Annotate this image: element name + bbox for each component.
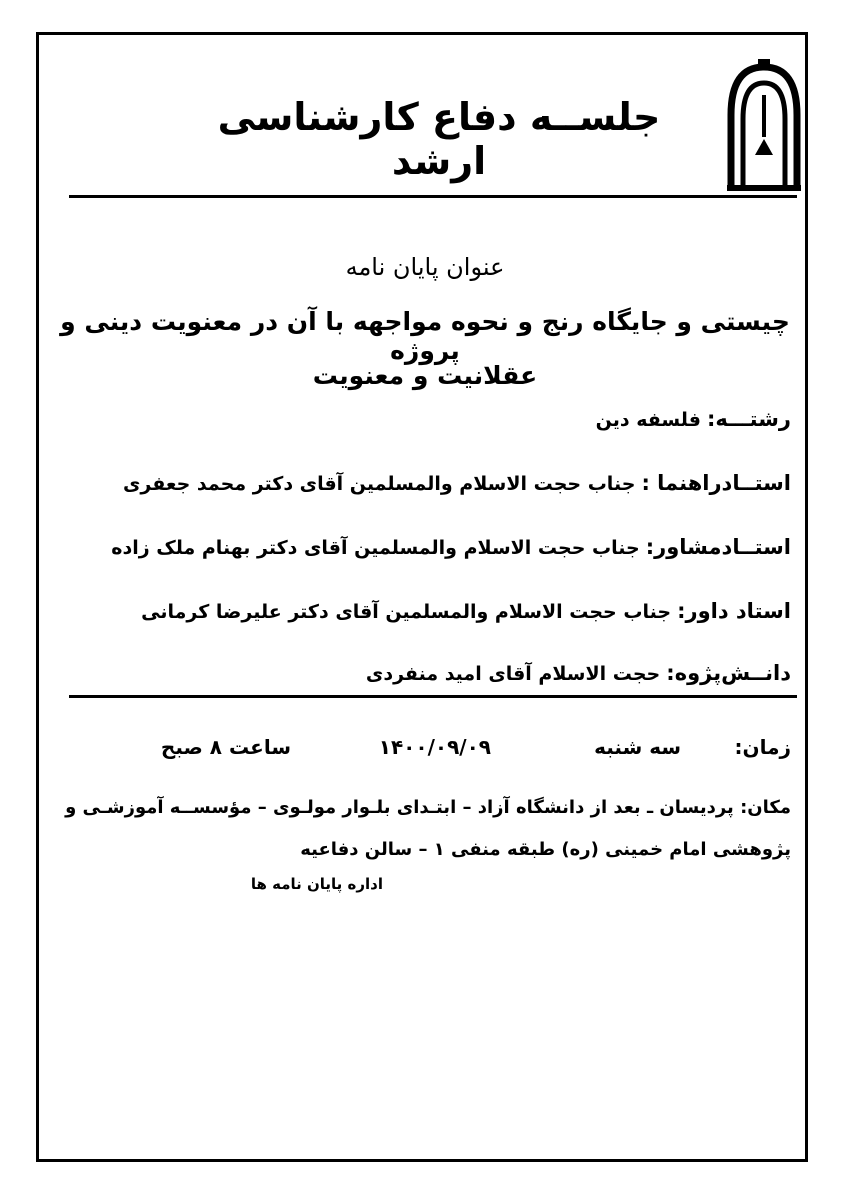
location-value: پردیسان ـ بعد از دانشگاه آزاد – ابتـدای بلـوار مولـوی – مؤسســه آموزشـی و پژوهشی امام خمینی (ره) طبقه منفی ۱ – سالن دفاعیه <box>65 797 791 860</box>
student-label: دانــش‌پژوه: <box>666 661 791 685</box>
referee-label: استاد داور: <box>677 599 791 623</box>
thesis-office-signature: اداره پایان نامه ها <box>250 875 383 893</box>
location-label: مکان: <box>740 797 791 818</box>
thesis-title-label: عنوان پایان نامه <box>345 253 505 281</box>
middle-divider <box>69 695 797 698</box>
hour-value: ساعت ۸ صبح <box>160 735 291 759</box>
thesis-title-line1: چیستی و جایگاه رنج و نحوه مواجهه با آن در معنویت دینی و پروژه <box>60 307 790 365</box>
institute-logo <box>725 55 803 195</box>
referee-value: جناب حجت الاسلام والمسلمین آقای دکتر علیرضا کرمانی <box>141 601 672 623</box>
student-value: حجت الاسلام آقای امید منفردی <box>365 663 661 685</box>
location-block <box>51 787 791 871</box>
field-value: فلسفه دین <box>595 409 701 431</box>
supervisor-label: استــادراهنما : <box>641 471 791 495</box>
student-row <box>51 661 791 685</box>
top-divider <box>69 195 797 198</box>
referee-row <box>51 599 791 623</box>
supervisor-value: جناب حجت الاسلام والمسلمین آقای دکتر محمد جعفری <box>122 473 636 495</box>
document-frame <box>36 32 808 1162</box>
page-title: جلســه دفاع کارشناسی ارشد <box>217 95 661 183</box>
field-row <box>51 407 791 431</box>
day-value: سه شنبه <box>594 735 681 759</box>
thesis-title-line2: عقلانیت و معنویت <box>312 361 538 390</box>
field-label: رشتـــه: <box>707 407 791 431</box>
supervisor-row <box>51 471 791 495</box>
time-label: زمان: <box>734 735 791 759</box>
advisor-value: جناب حجت الاسلام والمسلمین آقای دکتر بهنام ملک زاده <box>111 537 640 559</box>
advisor-label: استــادمشاور: <box>645 535 791 559</box>
date-value: ۱۴۰۰/۰۹/۰۹ <box>378 735 491 759</box>
advisor-row <box>51 535 791 559</box>
schedule-row <box>71 735 791 765</box>
